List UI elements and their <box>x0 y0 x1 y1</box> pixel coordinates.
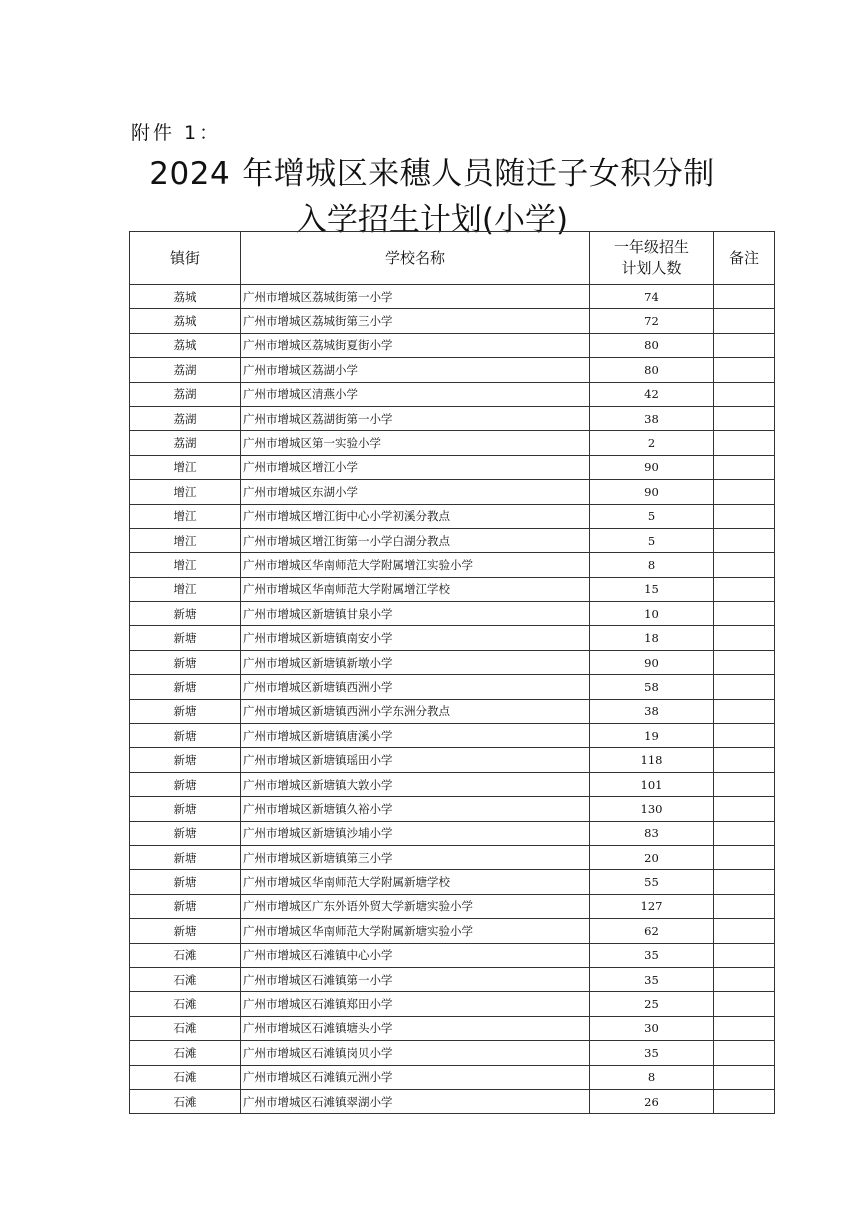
town-cell: 石滩 <box>130 943 241 967</box>
town-cell: 荔城 <box>130 333 241 357</box>
school-cell: 广州市增城区华南师范大学附属新塘学校 <box>241 870 590 894</box>
note-cell <box>714 333 775 357</box>
school-cell: 广州市增城区荔城街第三小学 <box>241 309 590 333</box>
table-row <box>130 602 775 626</box>
table-row <box>130 675 775 699</box>
table-row <box>130 504 775 528</box>
count-cell: 55 <box>590 870 714 894</box>
count-cell: 35 <box>590 967 714 991</box>
school-cell: 广州市增城区华南师范大学附属增江学校 <box>241 577 590 601</box>
column-header-count <box>590 232 714 285</box>
town-cell: 石滩 <box>130 1016 241 1040</box>
school-cell: 广州市增城区荔湖街第一小学 <box>241 406 590 430</box>
town-cell: 荔城 <box>130 285 241 309</box>
town-cell: 新塘 <box>130 772 241 796</box>
town-cell: 增江 <box>130 480 241 504</box>
table-row <box>130 1016 775 1040</box>
town-cell: 新塘 <box>130 650 241 674</box>
school-cell: 广州市增城区新塘镇第三小学 <box>241 845 590 869</box>
count-cell: 5 <box>590 528 714 552</box>
table-row <box>130 431 775 455</box>
school-cell: 广州市增城区华南师范大学附属增江实验小学 <box>241 553 590 577</box>
table-row <box>130 894 775 918</box>
table-row <box>130 845 775 869</box>
note-cell <box>714 821 775 845</box>
school-cell: 广州市增城区华南师范大学附属新塘实验小学 <box>241 919 590 943</box>
table-row <box>130 406 775 430</box>
count-cell: 90 <box>590 455 714 479</box>
note-cell <box>714 724 775 748</box>
column-header-count-line2: 计划人数 <box>621 259 682 277</box>
table-row <box>130 797 775 821</box>
note-cell <box>714 650 775 674</box>
count-cell: 90 <box>590 480 714 504</box>
town-cell: 增江 <box>130 577 241 601</box>
count-cell: 30 <box>590 1016 714 1040</box>
note-cell <box>714 919 775 943</box>
note-cell <box>714 358 775 382</box>
table-row <box>130 919 775 943</box>
table-row <box>130 553 775 577</box>
table-row <box>130 626 775 650</box>
note-cell <box>714 504 775 528</box>
note-cell <box>714 675 775 699</box>
school-cell: 广州市增城区新塘镇甘泉小学 <box>241 602 590 626</box>
note-cell <box>714 626 775 650</box>
school-cell: 广州市增城区新塘镇沙埔小学 <box>241 821 590 845</box>
school-cell: 广州市增城区新塘镇久裕小学 <box>241 797 590 821</box>
town-cell: 新塘 <box>130 845 241 869</box>
title-year: 2024 <box>149 156 231 192</box>
town-cell: 新塘 <box>130 894 241 918</box>
note-cell <box>714 845 775 869</box>
table-row <box>130 772 775 796</box>
town-cell: 新塘 <box>130 699 241 723</box>
town-cell: 新塘 <box>130 602 241 626</box>
count-cell: 35 <box>590 1041 714 1065</box>
school-cell: 广州市增城区新塘镇西洲小学东洲分教点 <box>241 699 590 723</box>
note-cell <box>714 431 775 455</box>
count-cell: 25 <box>590 992 714 1016</box>
town-cell: 新塘 <box>130 919 241 943</box>
table-row <box>130 699 775 723</box>
school-cell: 广州市增城区石滩镇中心小学 <box>241 943 590 967</box>
column-header-count-line1: 一年级招生 <box>613 238 689 256</box>
table-row <box>130 382 775 406</box>
town-cell: 石滩 <box>130 1041 241 1065</box>
note-cell <box>714 870 775 894</box>
count-cell: 80 <box>590 358 714 382</box>
column-header-school: 学校名称 <box>241 232 590 285</box>
table-row <box>130 1089 775 1113</box>
note-cell <box>714 455 775 479</box>
school-cell: 广州市增城区第一实验小学 <box>241 431 590 455</box>
town-cell: 荔湖 <box>130 406 241 430</box>
count-cell: 62 <box>590 919 714 943</box>
school-cell: 广州市增城区新塘镇西洲小学 <box>241 675 590 699</box>
school-cell: 广州市增城区荔湖小学 <box>241 358 590 382</box>
table-row <box>130 480 775 504</box>
table-row <box>130 309 775 333</box>
school-cell: 广州市增城区新塘镇新墩小学 <box>241 650 590 674</box>
table-row <box>130 1065 775 1089</box>
town-cell: 石滩 <box>130 967 241 991</box>
note-cell <box>714 553 775 577</box>
school-cell: 广州市增城区石滩镇岗贝小学 <box>241 1041 590 1065</box>
note-cell <box>714 480 775 504</box>
note-cell <box>714 1016 775 1040</box>
school-cell: 广州市增城区清燕小学 <box>241 382 590 406</box>
count-cell: 83 <box>590 821 714 845</box>
title-line1-text: 年增城区来穗人员随迁子女积分制 <box>242 156 715 192</box>
table-header-row <box>130 232 775 285</box>
town-cell: 新塘 <box>130 797 241 821</box>
count-cell: 72 <box>590 309 714 333</box>
town-cell: 新塘 <box>130 724 241 748</box>
note-cell <box>714 772 775 796</box>
note-cell <box>714 894 775 918</box>
count-cell: 35 <box>590 943 714 967</box>
count-cell: 42 <box>590 382 714 406</box>
note-cell <box>714 699 775 723</box>
note-cell <box>714 797 775 821</box>
count-cell: 101 <box>590 772 714 796</box>
table-row <box>130 285 775 309</box>
count-cell: 10 <box>590 602 714 626</box>
count-cell: 38 <box>590 699 714 723</box>
town-cell: 荔湖 <box>130 382 241 406</box>
town-cell: 增江 <box>130 528 241 552</box>
document-title-line1 <box>0 148 864 193</box>
town-cell: 增江 <box>130 455 241 479</box>
town-cell: 增江 <box>130 504 241 528</box>
school-cell: 广州市增城区石滩镇元洲小学 <box>241 1065 590 1089</box>
school-cell: 广州市增城区荔城街夏街小学 <box>241 333 590 357</box>
school-cell: 广州市增城区新塘镇大敦小学 <box>241 772 590 796</box>
town-cell: 荔湖 <box>130 358 241 382</box>
table-row <box>130 943 775 967</box>
school-cell: 广州市增城区东湖小学 <box>241 480 590 504</box>
table-row <box>130 358 775 382</box>
table-row <box>130 650 775 674</box>
town-cell: 新塘 <box>130 748 241 772</box>
note-cell <box>714 1089 775 1113</box>
count-cell: 26 <box>590 1089 714 1113</box>
school-cell: 广州市增城区荔城街第一小学 <box>241 285 590 309</box>
town-cell: 新塘 <box>130 675 241 699</box>
table-row <box>130 1041 775 1065</box>
town-cell: 新塘 <box>130 821 241 845</box>
note-cell <box>714 285 775 309</box>
attachment-label: 附件 1： <box>131 122 222 144</box>
count-cell: 127 <box>590 894 714 918</box>
note-cell <box>714 748 775 772</box>
count-cell: 80 <box>590 333 714 357</box>
note-cell <box>714 406 775 430</box>
town-cell: 石滩 <box>130 1089 241 1113</box>
enrollment-plan-table <box>129 231 775 1114</box>
count-cell: 8 <box>590 1065 714 1089</box>
count-cell: 2 <box>590 431 714 455</box>
town-cell: 新塘 <box>130 626 241 650</box>
school-cell: 广州市增城区广东外语外贸大学新塘实验小学 <box>241 894 590 918</box>
count-cell: 5 <box>590 504 714 528</box>
school-cell: 广州市增城区新塘镇瑶田小学 <box>241 748 590 772</box>
count-cell: 74 <box>590 285 714 309</box>
town-cell: 新塘 <box>130 870 241 894</box>
count-cell: 58 <box>590 675 714 699</box>
school-cell: 广州市增城区新塘镇唐溪小学 <box>241 724 590 748</box>
note-cell <box>714 528 775 552</box>
count-cell: 130 <box>590 797 714 821</box>
school-cell: 广州市增城区新塘镇南安小学 <box>241 626 590 650</box>
count-cell: 18 <box>590 626 714 650</box>
table-row <box>130 870 775 894</box>
school-cell: 广州市增城区增江小学 <box>241 455 590 479</box>
school-cell: 广州市增城区增江街第一小学白湖分教点 <box>241 528 590 552</box>
school-cell: 广州市增城区石滩镇郑田小学 <box>241 992 590 1016</box>
town-cell: 荔湖 <box>130 431 241 455</box>
table-row <box>130 967 775 991</box>
column-header-note: 备注 <box>714 232 775 285</box>
note-cell <box>714 577 775 601</box>
table-row <box>130 577 775 601</box>
count-cell: 20 <box>590 845 714 869</box>
table-row <box>130 748 775 772</box>
table-row <box>130 724 775 748</box>
table-row <box>130 992 775 1016</box>
note-cell <box>714 967 775 991</box>
count-cell: 19 <box>590 724 714 748</box>
town-cell: 荔城 <box>130 309 241 333</box>
count-cell: 38 <box>590 406 714 430</box>
town-cell: 石滩 <box>130 992 241 1016</box>
table-row <box>130 528 775 552</box>
table-row <box>130 455 775 479</box>
town-cell: 石滩 <box>130 1065 241 1089</box>
count-cell: 118 <box>590 748 714 772</box>
note-cell <box>714 602 775 626</box>
note-cell <box>714 382 775 406</box>
school-cell: 广州市增城区石滩镇第一小学 <box>241 967 590 991</box>
note-cell <box>714 309 775 333</box>
count-cell: 15 <box>590 577 714 601</box>
column-header-town: 镇街 <box>130 232 241 285</box>
table-row <box>130 333 775 357</box>
note-cell <box>714 1065 775 1089</box>
document-title-line2: 入学招生计划(小学) <box>295 202 569 238</box>
school-cell: 广州市增城区石滩镇翠湖小学 <box>241 1089 590 1113</box>
count-cell: 90 <box>590 650 714 674</box>
town-cell: 增江 <box>130 553 241 577</box>
table-row <box>130 821 775 845</box>
note-cell <box>714 943 775 967</box>
count-cell: 8 <box>590 553 714 577</box>
school-cell: 广州市增城区石滩镇塘头小学 <box>241 1016 590 1040</box>
note-cell <box>714 992 775 1016</box>
school-cell: 广州市增城区增江街中心小学初溪分教点 <box>241 504 590 528</box>
note-cell <box>714 1041 775 1065</box>
